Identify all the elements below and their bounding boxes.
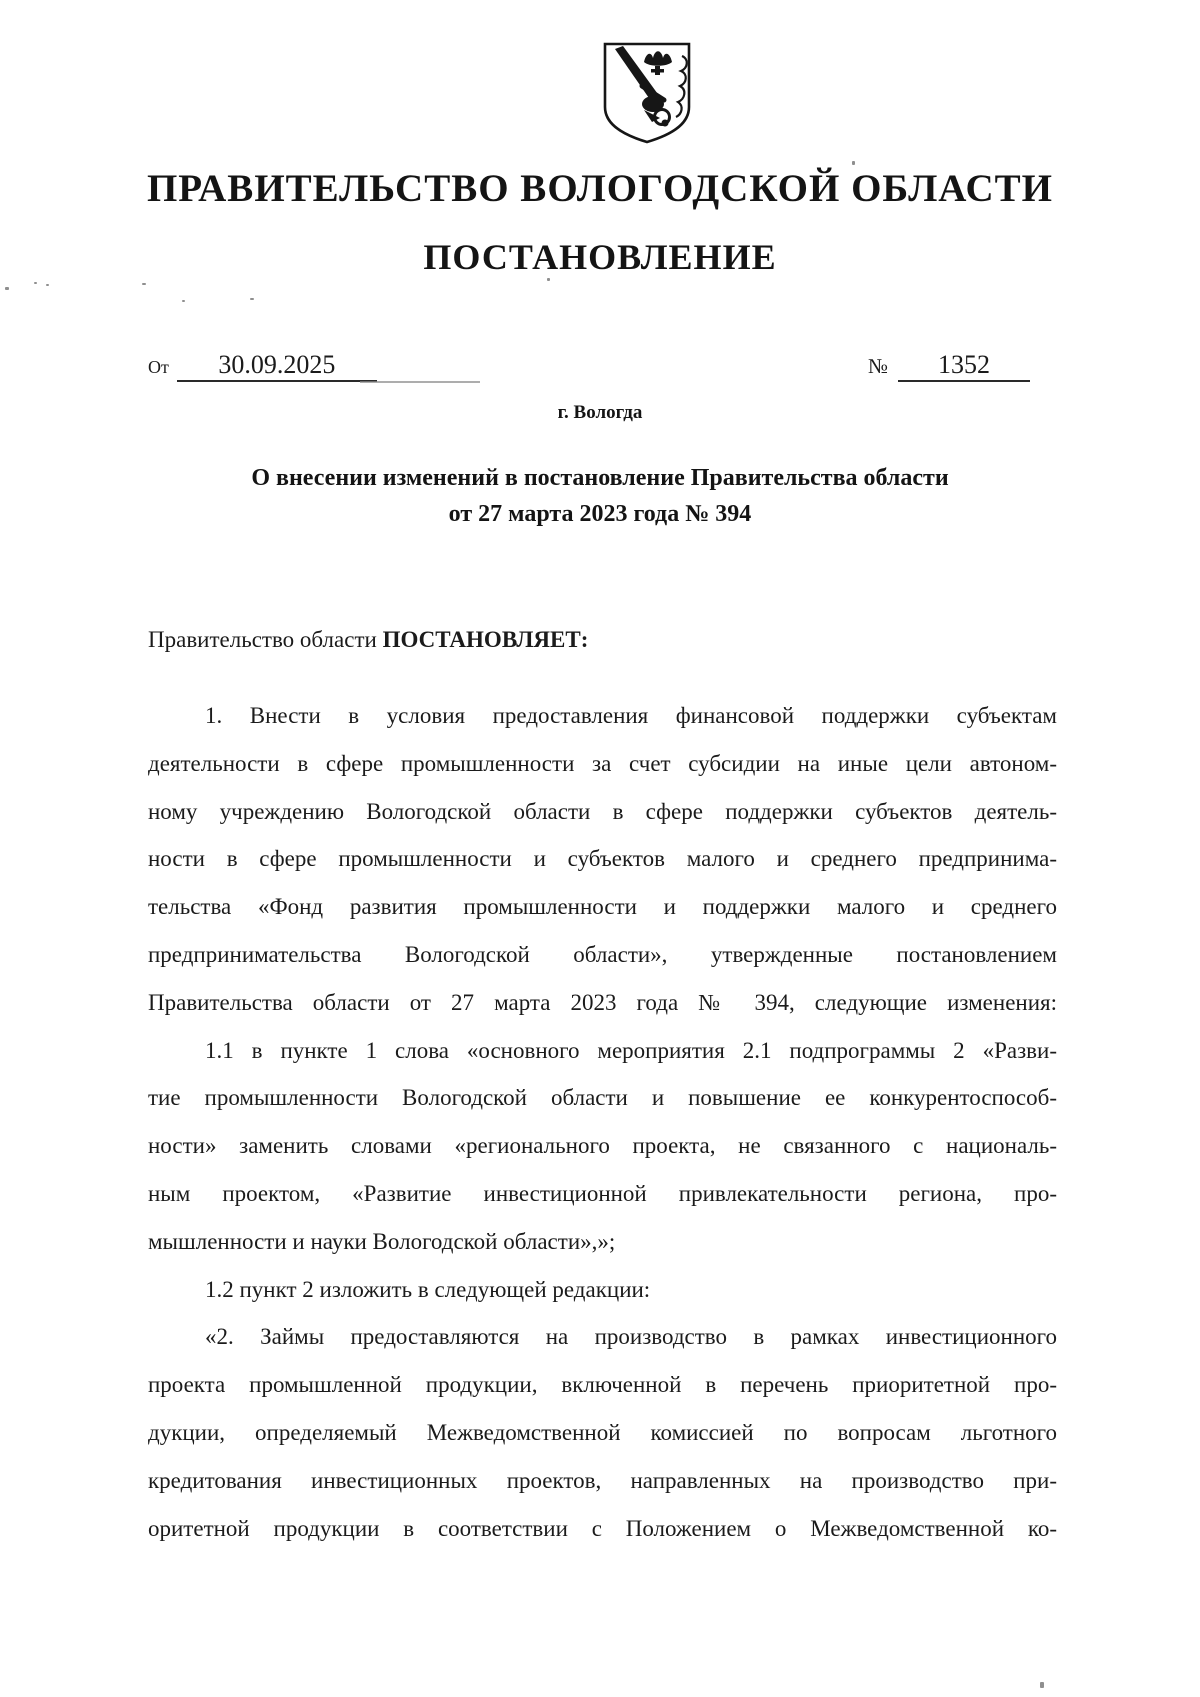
date-value: 30.09.2025 [177,350,377,382]
body-line-item-1-1: 1.1 в пункте 1 слова «основного мероприятия 2.1 подпрограммы 2 «Разви- [205,1037,1057,1063]
body-line-item-1: предпринимательства Вологодской области», утвержденные постановлением [148,941,1057,967]
scan-artifact [547,278,550,281]
date-group [148,350,377,382]
date-underline-extension [360,381,480,383]
number-group [868,350,1030,382]
scan-artifact [1040,1682,1044,1688]
body-line-item-2-new: дукции, определяемый Межведомственной комиссией по вопросам льготного [148,1419,1057,1445]
number-value: 1352 [898,350,1030,382]
document-meta-row [0,350,1200,396]
title-line-2: от 27 марта 2023 года № 394 [448,501,752,527]
number-label: № [868,354,889,378]
title-line-1: О внесении изменений в постановление Правительства области [251,465,949,491]
body-line-item-1-2: 1.2 пункт 2 изложить в следующей редакции: [205,1276,651,1302]
city-line: г. Вологда [557,402,643,423]
body-line-item-1-1: ности» заменить словами «регионального проекта, не связанного с националь- [148,1133,1057,1159]
body-line-item-1: 1. Внести в условия предоставления финансовой поддержки субъектам [205,703,1057,728]
preamble-decree-word: ПОСТАНОВЛЯЕТ: [382,627,589,652]
body-line-item-1-1: тие промышленности Вологодской области и повышение ее конкурентоспособ- [148,1085,1057,1111]
document-type-heading: ПОСТАНОВЛЕНИЕ [423,237,777,277]
body-line-item-2-new: оритетной продукции в соответствии с Положением о Межведомственной ко- [148,1515,1057,1541]
body-line-item-2-new: проекта промышленной продукции, включенной в перечень приоритетной про- [148,1372,1057,1398]
body-line-item-1: тельства «Фонд развития промышленности и поддержки малого и среднего [148,894,1057,920]
document-title [145,460,1055,532]
body-line-item-1-1: ным проектом, «Развитие инвестиционной привлекательности региона, про- [148,1180,1057,1206]
body-paragraphs [148,692,1057,1552]
body-line-item-1: Правительства области от 27 марта 2023 года № 394, следующие изменения: [148,989,1057,1015]
scan-artifact [46,284,49,286]
scan-artifact [34,282,37,284]
scan-artifact [250,298,254,300]
body-line-item-2-new: кредитования инвестиционных проектов, направленных на производство при- [148,1467,1057,1493]
preamble-line [148,616,1057,664]
document-body [148,616,1057,1552]
date-label: От [148,357,169,377]
body-line-item-1: ному учреждению Вологодской области в сфере поддержки субъектов деятель- [148,798,1057,824]
scan-artifact [852,161,855,165]
coat-of-arms-icon [600,40,694,146]
scan-artifact [182,300,185,302]
preamble-text: Правительство области [148,627,383,652]
scan-artifact [5,287,9,290]
scan-artifact [142,283,146,285]
body-line-item-1-1: мышленности и науки Вологодской области»,»; [148,1228,616,1254]
body-line-item-1: деятельности в сфере промышленности за счет субсидии на иные цели автоном- [148,750,1057,776]
body-line-item-1: ности в сфере промышленности и субъектов малого и среднего предпринима- [148,846,1057,872]
body-line-item-2-new: «2. Займы предоставляются на производство в рамках инвестиционного [205,1324,1057,1350]
organization-name: ПРАВИТЕЛЬСТВО ВОЛОГОДСКОЙ ОБЛАСТИ [146,167,1054,210]
